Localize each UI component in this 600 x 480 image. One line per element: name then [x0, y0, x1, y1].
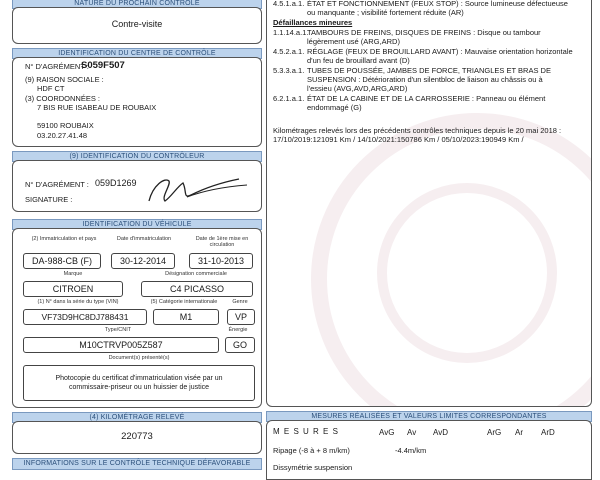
date-mise-label-1: Date de 1ère mise en	[195, 236, 249, 242]
mesures-panel	[266, 420, 592, 480]
vehicule-header: IDENTIFICATION DU VÉHICULE	[12, 219, 262, 230]
centre-raison-label: (9) RAISON SOCIALE :	[25, 75, 104, 84]
genre-label: Genre	[232, 299, 248, 305]
categorie-label: (5) Catégorie internationale	[150, 299, 218, 305]
ripage-label: Ripage (-8 à + 8 m/km)	[273, 446, 350, 455]
mesures-header: MESURES RÉALISÉES ET VALEURS LIMITES CORRESPONDANTES	[266, 411, 592, 422]
type-label: Type/CNIT	[104, 327, 132, 333]
defaillances-panel	[266, 0, 592, 407]
km-history-line-2: 17/10/2019:121091 Km / 14/10/2021:150786 Km / 05/10/2023:190949 Km /	[273, 135, 524, 144]
top-defaillance-line-1: ÉTAT ET FONCTIONNEMENT (FEUX STOP) : Source lumineuse défectueuse	[307, 0, 568, 8]
designation-value: C4 PICASSO	[141, 281, 253, 297]
col-ar: Ar	[515, 428, 523, 437]
defaillance-line: d'un feu de brouillard avant (D)	[307, 56, 410, 65]
controleur-agrement-value: 059D1269	[95, 178, 137, 188]
kilometrage-panel	[12, 421, 262, 454]
type-value: M10CTRVP005Z587	[23, 337, 219, 353]
vehicule-panel	[12, 228, 262, 408]
defaillance-line: RÉGLAGE (FEUX DE BROUILLARD AVANT) : Mauvaise orientation horizontale	[307, 47, 573, 56]
kilometrage-header: (4) KILOMÉTRAGE RELEVÉ	[12, 412, 262, 423]
col-avg: AvG	[379, 428, 395, 437]
col-av: Av	[407, 428, 417, 437]
centre-address1: 7 BIS RUE ISABEAU DE ROUBAIX	[37, 103, 157, 112]
defaillance-line: ÉTAT DE LA CABINE ET DE LA CARROSSERIE : Panneau ou élément	[307, 94, 546, 103]
energie-label: Énergie	[228, 327, 248, 333]
ripage-value: -4.4m/km	[395, 446, 427, 455]
centre-agrement-value: S059F507	[81, 60, 125, 71]
col-arg: ArG	[487, 428, 502, 437]
top-defaillance-code: 4.5.1.a.1.	[273, 0, 305, 8]
genre-value: VP	[227, 309, 255, 325]
date-mise-label-2: circulation	[209, 242, 235, 248]
defaillance-line: TAMBOURS DE FREINS, DISQUES DE FREINS : Disque ou tambour	[307, 28, 541, 37]
vin-value: VF73D9HC8DJ788431	[23, 309, 147, 325]
defaillance-line: légèrement usé (ARG,ARD)	[307, 37, 400, 46]
controleur-panel	[12, 160, 262, 212]
centre-agrement-label: N° D'AGRÉMENT :	[25, 62, 89, 71]
next-control-value: Contre-visite	[111, 19, 163, 29]
marque-value: CITROEN	[23, 281, 123, 297]
defaillance-code: 4.5.2.a.1.	[273, 47, 305, 56]
controleur-signature-label: SIGNATURE :	[25, 195, 73, 204]
top-defaillance-line-2: ou manquante ; visibilité fortement réduite (AR)	[307, 8, 464, 17]
defaillance-line: TUBES DE POUSSÉE, JAMBES DE FORCE, TRIANGLES ET BRAS DE	[307, 66, 551, 75]
documents-label: Document(s) présenté(s)	[108, 355, 170, 361]
defaillance-line: l'essieu (AVG,AVD,ARG,ARD)	[307, 84, 408, 93]
defaillance-code: 5.3.3.a.1.	[273, 66, 305, 75]
date-mise-value: 31-10-2013	[189, 253, 253, 269]
centre-panel	[12, 57, 262, 147]
marque-label: Marque	[63, 271, 83, 277]
documents-line-1: Photocopie du certificat d'immatriculation visée par un	[55, 375, 223, 382]
controleur-agrement-label: N° D'AGRÉMENT :	[25, 180, 89, 189]
col-ard: ArD	[541, 428, 555, 437]
vin-label: (1) N° dans la série du type (VIN)	[37, 299, 119, 305]
energie-value: GO	[225, 337, 255, 353]
centre-phone: 03.20.27.41.48	[37, 131, 88, 140]
documents-line-2: commissaire-priseur ou un huissier de justice	[68, 384, 210, 391]
mesures-col-title: M E S U R E S	[273, 427, 339, 436]
centre-coord-label: (3) COORDONNÉES :	[25, 94, 101, 103]
next-control-panel	[12, 7, 262, 44]
kilometrage-value: 220773	[121, 431, 153, 442]
immat-value: DA-988-CB (F)	[23, 253, 101, 269]
documents-box	[23, 365, 255, 401]
km-history-line-1: Kilométrages relevés lors des précédents contrôles techniques depuis le 20 mai 2018 :	[273, 126, 562, 135]
defaillances-title: Défaillances mineures	[273, 18, 353, 27]
signature-image	[143, 171, 253, 207]
col-avd: AvD	[433, 428, 448, 437]
dissym-label: Dissymétrie suspension	[273, 463, 353, 472]
categorie-value: M1	[153, 309, 219, 325]
defaillance-line: endommagé (G)	[307, 103, 362, 112]
defaillance-code: 6.2.1.a.1.	[273, 94, 305, 103]
immat-label: (2) Immatriculation et pays	[31, 236, 97, 242]
date-immat-value: 30-12-2014	[111, 253, 175, 269]
centre-header: IDENTIFICATION DU CENTRE DE CONTRÔLE	[12, 48, 262, 59]
centre-address2: 59100 ROUBAIX	[37, 121, 94, 130]
watermark-inner	[377, 183, 557, 363]
controleur-header: (9) IDENTIFICATION DU CONTRÔLEUR	[12, 151, 262, 162]
date-immat-label: Date d'immatriculation	[116, 236, 172, 242]
defaillance-line: SUSPENSION : Détérioration d'un silentbloc de liaison au châssis ou à	[307, 75, 543, 84]
designation-label: Désignation commerciale	[165, 271, 227, 277]
next-control-header: NATURE DU PROCHAIN CONTRÔLE	[12, 0, 262, 9]
centre-raison-value: HDF CT	[37, 84, 65, 93]
bottom-header: INFORMATIONS SUR LE CONTRÔLE TECHNIQUE DÉFAVORABLE	[12, 458, 262, 470]
defaillance-code: 1.1.14.a.1.	[273, 28, 309, 37]
